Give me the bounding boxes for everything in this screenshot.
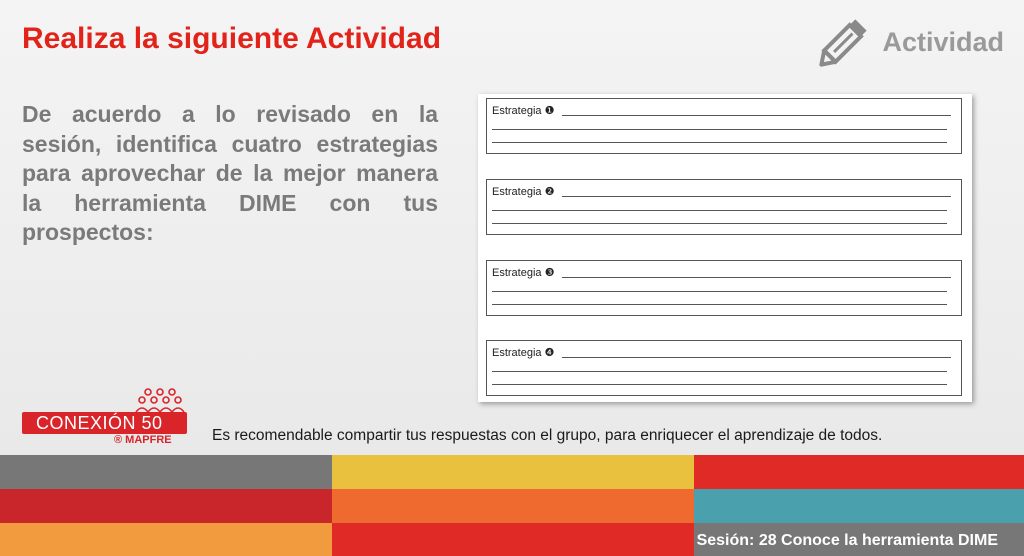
conexion-logo: [22, 388, 187, 448]
answer-line: [562, 196, 951, 197]
strategy-box-1[interactable]: [486, 98, 962, 154]
answer-line: [492, 371, 947, 372]
session-label: Sesión: 28 Conoce la herramienta DIME: [696, 532, 998, 549]
footer-band: [332, 489, 694, 523]
pencil-icon: [816, 14, 872, 70]
page-title: Realiza la siguiente Actividad: [22, 22, 442, 55]
people-icon: [116, 388, 196, 412]
strategy-box-3[interactable]: [486, 260, 962, 316]
answer-line: [492, 291, 947, 292]
footer-band: [0, 489, 332, 523]
answer-line: [492, 129, 947, 130]
activity-badge: [816, 14, 1004, 70]
footer-band: [332, 455, 694, 489]
activity-label: Actividad: [882, 26, 1004, 57]
footer-band: [694, 489, 1024, 523]
strategy-label: Estrategia ❷: [492, 186, 555, 198]
answer-line: [562, 115, 951, 116]
logo-wordmark: CONEXIÓN 50: [22, 412, 187, 434]
answer-line: [562, 277, 951, 278]
answer-line: [492, 384, 947, 385]
strategy-label: Estrategia ❸: [492, 267, 555, 279]
strategy-label: Estrategia ❶: [492, 105, 555, 117]
instructions-text: De acuerdo a lo revisado en la sesión, identifica cuatro estrategias para aprovechar de la mejor manera la herramienta DIME con tus prospectos:: [22, 101, 438, 245]
answer-line: [562, 357, 951, 358]
answer-line: [492, 142, 947, 143]
answer-line: [492, 210, 947, 211]
strategy-box-2[interactable]: [486, 179, 962, 235]
footer-band: [694, 455, 1024, 489]
footer-band: [332, 523, 694, 556]
strategy-box-4[interactable]: [486, 340, 962, 396]
strategy-label: Estrategia ❹: [492, 347, 555, 359]
answer-line: [492, 304, 947, 305]
logo-subtext: ® MAPFRE: [114, 434, 172, 446]
worksheet: [478, 94, 972, 402]
answer-line: [492, 223, 947, 224]
footer-band: [0, 523, 332, 556]
footer-band: [0, 455, 332, 489]
tip-text: Es recomendable compartir tus respuestas con el grupo, para enriquecer el aprendizaje de todos.: [212, 427, 883, 444]
